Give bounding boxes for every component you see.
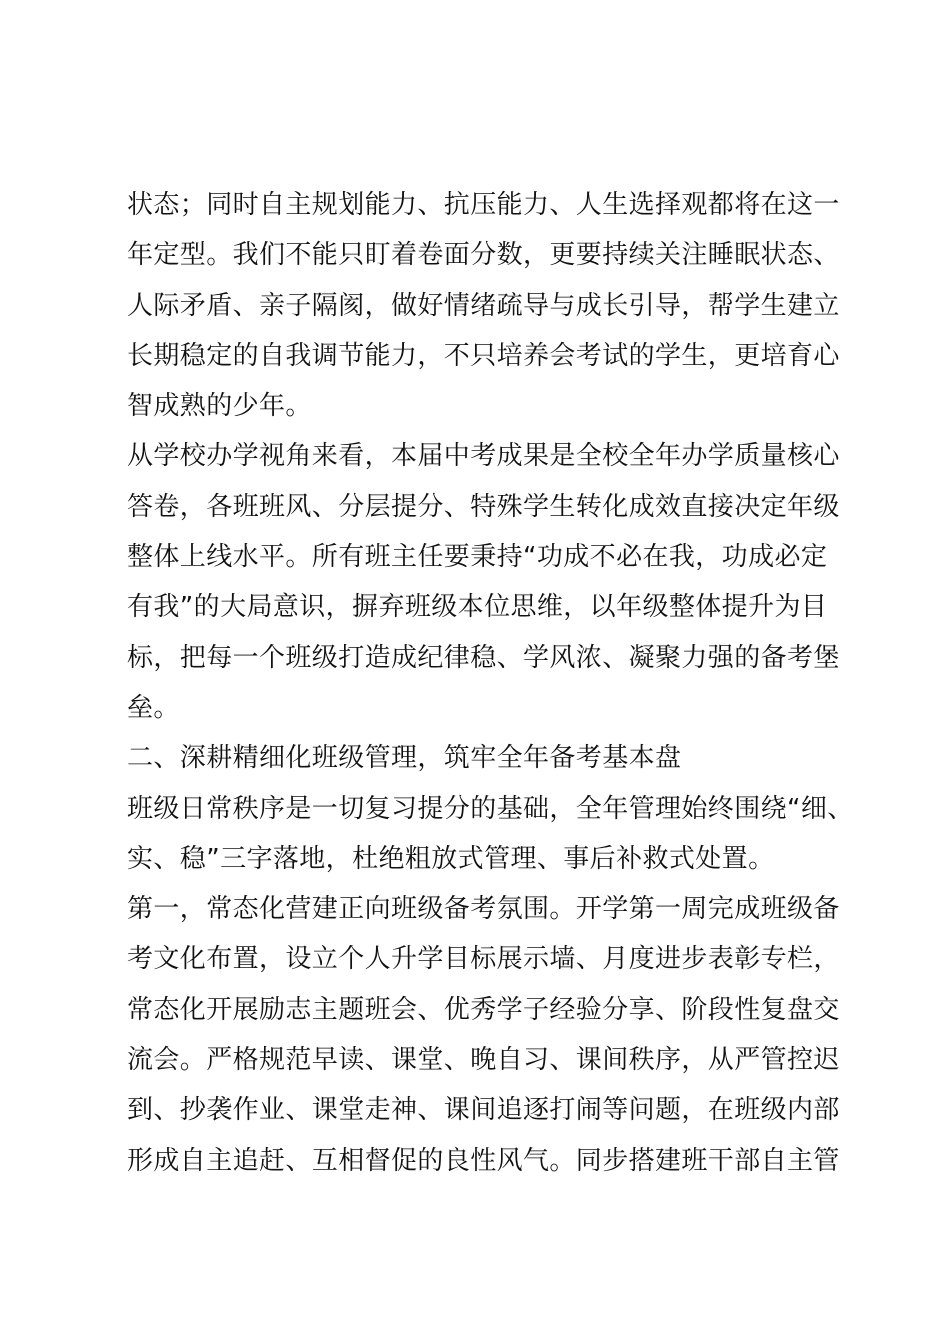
text-line: 人际矛盾、亲子隔阂，做好情绪疏导与成长引导，帮学生建立 [127,290,840,321]
document-body [127,180,854,1186]
text-line: 常态化开展励志主题班会、优秀学子经验分享、阶段性复盘交 [127,994,840,1025]
text-line: 整体上线水平。所有班主任要秉持“功成不必在我，功成必定 [127,542,828,573]
text-line: 标，把每一个班级打造成纪律稳、学风浓、凝聚力强的备考堡 [127,642,840,673]
text-line: 垒。 [127,692,180,723]
text-line: 智成熟的少年。 [127,391,312,422]
text-line: 实、稳”三字落地，杜绝粗放式管理、事后补救式处置。 [127,843,775,874]
text-line: 第一，常态化营建正向班级备考氛围。开学第一周完成班级备 [127,894,840,925]
text-line: 考文化布置，设立个人升学目标展示墙、月度进步表彰专栏， [127,944,840,975]
text-line: 长期稳定的自我调节能力，不只培养会考试的学生，更培育心 [127,340,840,371]
text-line: 年定型。我们不能只盯着卷面分数，更要持续关注睡眠状态、 [127,240,840,271]
text-line: 到、抄袭作业、课堂走神、课间追逐打闹等问题，在班级内部 [127,1095,840,1126]
text-line: 从学校办学视角来看，本届中考成果是全校全年办学质量核心 [127,441,840,472]
text-line: 形成自主追赶、互相督促的良性风气。同步搭建班干部自主管 [127,1145,840,1176]
section-heading: 二、深耕精细化班级管理，筑牢全年备考基本盘 [127,743,682,774]
text-line: 答卷，各班班风、分层提分、特殊学生转化成效直接决定年级 [127,491,840,522]
text-line: 状态；同时自主规划能力、抗压能力、人生选择观都将在这一 [127,190,840,220]
text-line: 班级日常秩序是一切复习提分的基础，全年管理始终围绕“细、 [127,793,854,824]
text-line: 有我”的大局意识，摒弃班级本位思维，以年级整体提升为目 [127,592,828,623]
text-line: 流会。严格规范早读、课堂、晚自习、课间秩序，从严管控迟 [127,1045,840,1076]
